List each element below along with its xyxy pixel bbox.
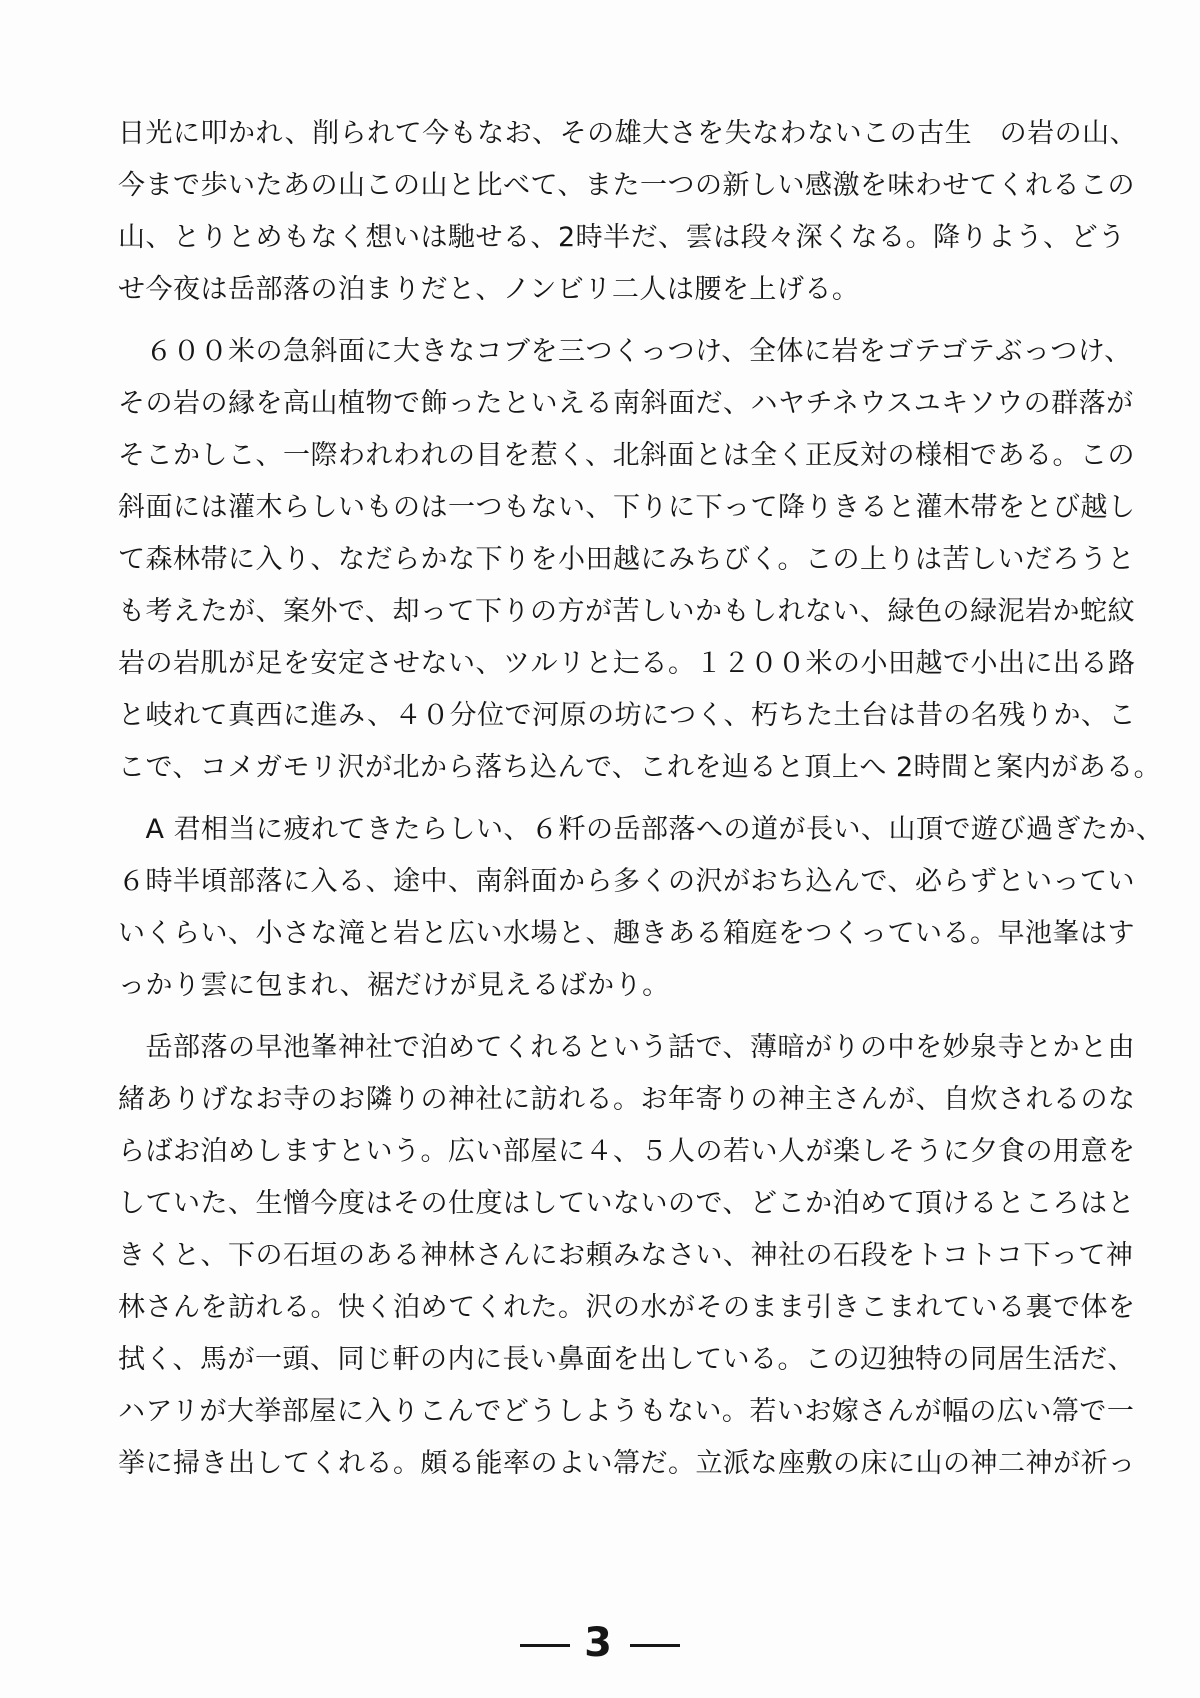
text-line: 緒ありげなお寺のお隣りの神社に訪れる。お年寄りの神主さんが、自炊されるのな — [118, 1084, 1136, 1115]
text-line: こで、コメガモリ沢が北から落ち込んで、これを辿ると頂上へ 2時間と案内がある。 — [118, 752, 1162, 783]
body-text — [118, 108, 1164, 1490]
text-line: いくらい、小さな滝と岩と広い水場と、趣きある箱庭をつくっている。早池峯はす — [118, 918, 1135, 949]
text-line: していた、生憎今度はその仕度はしていないので、どこか泊めて頂けるところはと — [118, 1188, 1135, 1219]
page-number-footer — [0, 1620, 1200, 1666]
paragraph-gap — [118, 316, 1098, 326]
text-line: っかり雲に包まれ、裾だけが見えるばかり。 — [118, 970, 670, 1001]
text-line: 岳部落の早池峯神社で泊めてくれるという話で、薄暗がりの中を妙泉寺とかと由 — [118, 1032, 1135, 1063]
text-line: らばお泊めしますという。広い部屋に４、５人の若い人が楽しそうに夕食の用意を — [118, 1136, 1136, 1167]
text-line: も考えたが、案外で、却って下りの方が苦しいかもしれない、緑色の緑泥岩か蛇紋 — [118, 596, 1135, 627]
text-line: 挙に掃き出してくれる。頗る能率のよい箒だ。立派な座敷の床に山の神二神が祈っ — [118, 1448, 1136, 1479]
text-line: 山、とりとめもなく想いは馳せる、2時半だ、雲は段々深くなる。降りよう、どう — [118, 222, 1126, 253]
text-line: その岩の縁を高山植物で飾ったといえる南斜面だ、ハヤチネウスユキソウの群落が — [118, 388, 1134, 419]
paragraph-gap — [118, 1012, 1098, 1022]
paragraph-4 — [118, 1022, 1136, 1490]
text-line: と岐れて真西に進み、４０分位で河原の坊につく、朽ちた土台は昔の名残りか、こ — [118, 700, 1137, 731]
text-line: せ今夜は岳部落の泊まりだと、ノンビリ二人は腰を上げる。 — [118, 274, 860, 305]
text-line: ６時半頃部落に入る、途中、南斜面から多くの沢がおち込んで、必らずといってい — [118, 866, 1135, 897]
text-line: 林さんを訪れる。快く泊めてくれた。沢の水がそのまま引きこまれている裏で体を — [118, 1292, 1136, 1323]
text-line: そこかしこ、一際われわれの目を惹く、北斜面とは全く正反対の様相である。この — [118, 440, 1135, 471]
paragraph-3 — [118, 804, 1164, 1012]
text-line: 斜面には灌木らしいものは一つもない、下りに下って降りきると灌木帯をとび越し — [118, 492, 1136, 523]
text-line: 拭く、馬が一頭、同じ軒の内に長い鼻面を出している。この辺独特の同居生活だ、 — [118, 1344, 1135, 1375]
text-line: きくと、下の石垣のある神林さんにお頼みなさい、神社の石段をトコトコ下って神 — [118, 1240, 1134, 1271]
text-line: ハアリが大挙部屋に入りこんでどうしようもない。若いお嫁さんが幅の広い箒で一 — [118, 1396, 1135, 1427]
paragraph-2 — [118, 326, 1162, 794]
text-line: A 君相当に疲れてきたらしい、６粁の岳部落への道が長い、山頂で遊び過ぎたか、 — [118, 814, 1164, 845]
right-dash — [630, 1644, 680, 1647]
left-dash — [520, 1644, 570, 1647]
text-line: ６００米の急斜面に大きなコブを三つくっつけ、全体に岩をゴテゴテぶっつけ、 — [118, 336, 1132, 367]
page-number: 3 — [584, 1620, 616, 1666]
text-line: 岩の岩肌が足を安定させない、ツルリと辷る。１２００米の小田越で小出に出る路 — [118, 648, 1136, 679]
text-line: て森林帯に入り、なだらかな下りを小田越にみちびく。この上りは苦しいだろうと — [118, 544, 1135, 575]
paragraph-1 — [118, 108, 1138, 316]
text-line: 日光に叩かれ、削られて今もなお、その雄大さを失なわないこの古生 の岩の山、 — [118, 118, 1138, 149]
text-line: 今まで歩いたあの山この山と比べて、また一つの新しい感激を味わせてくれるこの — [118, 170, 1135, 201]
paragraph-gap — [118, 794, 1098, 804]
